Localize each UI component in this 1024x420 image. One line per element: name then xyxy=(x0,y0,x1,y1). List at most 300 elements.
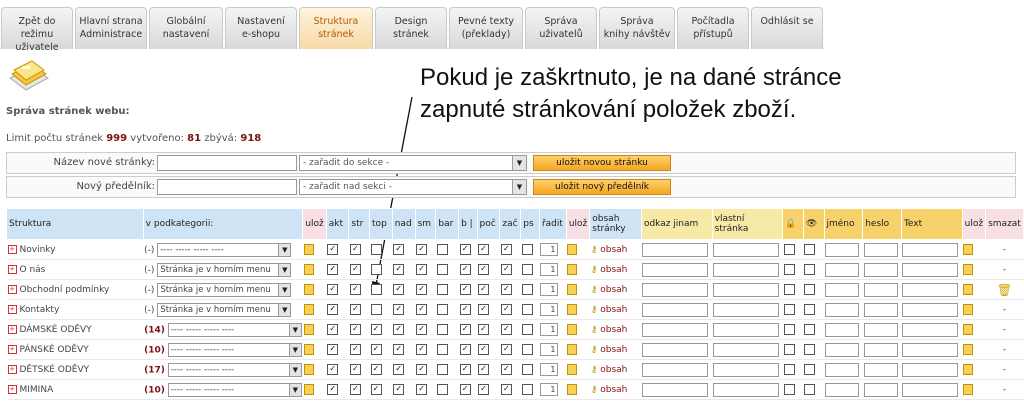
row-save-cell xyxy=(303,260,326,280)
tab-fixed-texts[interactable] xyxy=(449,7,523,49)
checkbox-top[interactable]: ✓ xyxy=(371,324,382,335)
checkbox-top[interactable]: ✓ xyxy=(371,364,382,375)
checkbox-poc[interactable]: ✓ xyxy=(478,324,489,335)
checkbox-lock[interactable] xyxy=(784,384,795,395)
checkbox-zac[interactable]: ✓ xyxy=(501,284,512,295)
checkbox-ps[interactable] xyxy=(522,264,533,275)
row-check-cell xyxy=(349,260,370,280)
subcategory-value: ---- ----- ----- ---- xyxy=(170,344,235,355)
checkbox-poc[interactable]: ✓ xyxy=(478,384,489,395)
table-row xyxy=(7,280,1024,300)
checkbox-poc[interactable]: ✓ xyxy=(478,244,489,255)
checkbox-visibility[interactable] xyxy=(804,264,815,275)
col-lock xyxy=(783,209,804,240)
save-icon[interactable] xyxy=(963,364,973,375)
tab-page-design[interactable] xyxy=(375,7,447,49)
checkbox-ps[interactable] xyxy=(522,324,533,335)
row-check-cell xyxy=(326,320,349,340)
expand-icon[interactable]: + xyxy=(9,304,15,313)
checkbox-top[interactable] xyxy=(371,244,382,255)
subpage-count: (-) xyxy=(144,265,155,275)
name-input[interactable] xyxy=(825,283,859,297)
page-name-link[interactable]: PÁNSKÉ ODĚVY xyxy=(19,344,89,355)
save-new-separator-button[interactable]: uložit nový předělník xyxy=(533,179,671,195)
save-icon[interactable] xyxy=(304,304,314,315)
own-page-input[interactable] xyxy=(713,343,779,357)
new-page-name-input[interactable] xyxy=(157,155,297,171)
order-input[interactable]: 1 xyxy=(540,323,558,336)
text-input[interactable] xyxy=(902,243,958,257)
expand-icon[interactable]: + xyxy=(9,344,15,353)
checkbox-sm[interactable]: ✓ xyxy=(416,344,427,355)
own-page-input[interactable] xyxy=(713,303,779,317)
expand-icon[interactable]: + xyxy=(9,244,15,253)
tab-back-to-user[interactable] xyxy=(1,7,73,53)
checkbox-str[interactable]: ✓ xyxy=(350,304,361,315)
row-text-cell xyxy=(901,340,962,360)
password-input[interactable] xyxy=(864,243,898,257)
checkbox-visibility[interactable] xyxy=(804,284,815,295)
text-input[interactable] xyxy=(902,303,958,317)
checkbox-sm[interactable]: ✓ xyxy=(416,384,427,395)
order-input[interactable]: 1 xyxy=(540,383,558,396)
tab-label: stránek xyxy=(318,29,354,40)
row-check-cell xyxy=(392,280,415,300)
checkbox-str[interactable]: ✓ xyxy=(350,284,361,295)
content-link[interactable]: obsah xyxy=(600,304,628,315)
checkbox-str[interactable]: ✓ xyxy=(350,364,361,375)
checkbox-nad[interactable]: ✓ xyxy=(393,264,404,275)
row-check-cell xyxy=(521,300,540,320)
subcategory-value: ---- ----- ----- ---- xyxy=(160,244,224,255)
save-icon[interactable] xyxy=(304,344,314,355)
text-input[interactable] xyxy=(902,363,958,377)
row-subcategory xyxy=(143,320,303,340)
checkbox-sm[interactable]: ✓ xyxy=(416,284,427,295)
checkbox-bar[interactable] xyxy=(437,364,448,375)
save-icon[interactable] xyxy=(304,244,314,255)
tab-admin-home[interactable] xyxy=(75,7,147,49)
trash-icon[interactable]: 🗑 xyxy=(996,282,1013,297)
checkbox-akt[interactable]: ✓ xyxy=(327,364,338,375)
checkbox-sm[interactable]: ✓ xyxy=(416,304,427,315)
order-input[interactable]: 1 xyxy=(540,263,558,276)
subcategory-select[interactable] xyxy=(168,363,302,377)
row-check-cell xyxy=(370,300,393,320)
link-input[interactable] xyxy=(642,263,708,277)
row-order-cell xyxy=(539,340,566,360)
save-icon[interactable] xyxy=(304,324,314,335)
row-text-cell xyxy=(901,260,962,280)
row-check-cell xyxy=(415,320,436,340)
table-row xyxy=(7,340,1024,360)
password-input[interactable] xyxy=(864,303,898,317)
own-page-input[interactable] xyxy=(713,363,779,377)
checkbox-str[interactable]: ✓ xyxy=(350,384,361,395)
subcategory-select[interactable] xyxy=(157,263,291,277)
checkbox-b[interactable]: ✓ xyxy=(460,344,471,355)
row-check-cell xyxy=(436,360,459,380)
row-check-cell xyxy=(459,240,477,260)
subcategory-value: ---- ----- ----- ---- xyxy=(170,384,235,395)
row-check-cell xyxy=(436,280,459,300)
checkbox-akt[interactable]: ✓ xyxy=(327,384,338,395)
pages-icon xyxy=(6,58,50,96)
new-page-label: Název nové stránky: xyxy=(53,157,155,168)
row-check-cell xyxy=(370,340,393,360)
row-name-cell xyxy=(824,300,863,320)
checkbox-zac[interactable]: ✓ xyxy=(501,364,512,375)
checkbox-zac[interactable]: ✓ xyxy=(501,344,512,355)
checkbox-b[interactable]: ✓ xyxy=(460,304,471,315)
expand-icon[interactable]: + xyxy=(9,264,15,273)
subcategory-select[interactable] xyxy=(157,303,291,317)
page-name-link[interactable]: Novinky xyxy=(19,244,56,255)
checkbox-bar[interactable] xyxy=(437,284,448,295)
checkbox-akt[interactable]: ✓ xyxy=(327,344,338,355)
own-page-input[interactable] xyxy=(713,243,779,257)
link-input[interactable] xyxy=(642,343,708,357)
row-check-cell xyxy=(349,380,370,400)
col-content-line: stránky xyxy=(592,224,626,234)
name-input[interactable] xyxy=(825,363,859,377)
col-text: Text xyxy=(901,209,962,240)
checkbox-str[interactable]: ✓ xyxy=(350,264,361,275)
row-check-cell xyxy=(477,240,500,260)
checkbox-top[interactable] xyxy=(371,284,382,295)
link-input[interactable] xyxy=(642,303,708,317)
text-input[interactable] xyxy=(902,323,958,337)
checkbox-top[interactable] xyxy=(371,264,382,275)
order-input[interactable]: 1 xyxy=(540,283,558,296)
link-input[interactable] xyxy=(642,283,708,297)
tab-user-management[interactable] xyxy=(525,7,597,49)
tab-counters[interactable] xyxy=(677,7,749,49)
own-page-input[interactable] xyxy=(713,283,779,297)
row-own-page-cell xyxy=(712,340,783,360)
order-input[interactable]: 1 xyxy=(540,303,558,316)
password-input[interactable] xyxy=(864,323,898,337)
checkbox-top[interactable]: ✓ xyxy=(371,344,382,355)
checkbox-zac[interactable]: ✓ xyxy=(501,244,512,255)
checkbox-visibility[interactable] xyxy=(804,344,815,355)
checkbox-akt[interactable]: ✓ xyxy=(327,304,338,315)
checkbox-visibility[interactable] xyxy=(804,384,815,395)
page-name-link[interactable]: DĚTSKÉ ODĚVY xyxy=(19,364,90,375)
subcategory-select[interactable] xyxy=(157,283,291,297)
own-page-input[interactable] xyxy=(713,263,779,277)
page-name-link[interactable]: Kontakty xyxy=(19,304,60,315)
checkbox-b[interactable]: ✓ xyxy=(460,264,471,275)
checkbox-akt[interactable]: ✓ xyxy=(327,284,338,295)
checkbox-lock[interactable] xyxy=(784,344,795,355)
row-check-cell xyxy=(459,360,477,380)
tab-label: Počítadla xyxy=(691,16,735,27)
text-input[interactable] xyxy=(902,263,958,277)
checkbox-akt[interactable]: ✓ xyxy=(327,244,338,255)
lock-icon: 🔒 xyxy=(785,219,797,229)
col-zac: zač xyxy=(500,209,521,240)
checkbox-b[interactable]: ✓ xyxy=(460,284,471,295)
row-check-cell xyxy=(436,340,459,360)
row-check-cell xyxy=(415,380,436,400)
row-delete-cell xyxy=(986,260,1024,280)
row-check-cell xyxy=(392,380,415,400)
checkbox-lock[interactable] xyxy=(784,304,795,315)
checkbox-nad[interactable]: ✓ xyxy=(393,364,404,375)
row-check-cell xyxy=(436,260,459,280)
checkbox-sm[interactable]: ✓ xyxy=(416,324,427,335)
save-icon[interactable] xyxy=(567,384,577,395)
annotation-line: zapnuté stránkování položek zboží. xyxy=(420,96,797,123)
expand-icon[interactable]: + xyxy=(9,384,15,393)
row-content-cell xyxy=(590,320,642,340)
row-check-cell xyxy=(459,300,477,320)
row-content-cell xyxy=(590,360,642,380)
checkbox-str[interactable]: ✓ xyxy=(350,324,361,335)
above-section-value: - zařadit nad sekci - xyxy=(303,182,392,192)
content-link[interactable]: obsah xyxy=(600,284,628,295)
order-input[interactable]: 1 xyxy=(540,343,558,356)
checkbox-nad[interactable]: ✓ xyxy=(393,244,404,255)
password-input[interactable] xyxy=(864,363,898,377)
save-icon[interactable] xyxy=(963,324,973,335)
checkbox-str[interactable]: ✓ xyxy=(350,344,361,355)
checkbox-bar[interactable] xyxy=(437,384,448,395)
content-link[interactable]: obsah xyxy=(600,344,628,355)
subcategory-select[interactable] xyxy=(168,343,302,357)
checkbox-top[interactable]: ✓ xyxy=(371,384,382,395)
checkbox-sm[interactable]: ✓ xyxy=(416,244,427,255)
checkbox-ps[interactable] xyxy=(522,384,533,395)
save-icon[interactable] xyxy=(963,304,973,315)
password-input[interactable] xyxy=(864,263,898,277)
save-icon[interactable] xyxy=(304,284,314,295)
row-text-cell xyxy=(901,320,962,340)
checkbox-visibility[interactable] xyxy=(804,324,815,335)
checkbox-poc[interactable]: ✓ xyxy=(478,304,489,315)
tab-logout[interactable] xyxy=(751,7,823,49)
checkbox-bar[interactable] xyxy=(437,324,448,335)
subcategory-select[interactable] xyxy=(168,383,302,397)
save-icon[interactable] xyxy=(963,384,973,395)
row-save-cell xyxy=(303,240,326,260)
password-input[interactable] xyxy=(864,283,898,297)
checkbox-poc[interactable]: ✓ xyxy=(478,364,489,375)
row-link-cell xyxy=(641,260,712,280)
checkbox-bar[interactable] xyxy=(437,264,448,275)
checkbox-zac[interactable]: ✓ xyxy=(501,384,512,395)
row-subcategory xyxy=(143,280,303,300)
row-check-cell xyxy=(500,360,521,380)
checkbox-b[interactable]: ✓ xyxy=(460,384,471,395)
subpage-count: (-) xyxy=(144,285,155,295)
checkbox-ps[interactable] xyxy=(522,344,533,355)
content-link[interactable]: obsah xyxy=(600,364,628,375)
text-input[interactable] xyxy=(902,283,958,297)
section-select[interactable] xyxy=(299,155,527,171)
content-link[interactable]: obsah xyxy=(600,244,628,255)
tab-page-structure[interactable] xyxy=(299,7,373,49)
save-icon[interactable] xyxy=(567,364,577,375)
save-icon[interactable] xyxy=(304,384,314,395)
checkbox-poc[interactable]: ✓ xyxy=(478,344,489,355)
checkbox-top[interactable] xyxy=(371,304,382,315)
row-check-cell xyxy=(436,320,459,340)
page-name-link[interactable]: DÁMSKÉ ODĚVY xyxy=(19,324,92,335)
limit-prefix: Limit počtu stránek xyxy=(6,133,104,144)
text-input[interactable] xyxy=(902,383,958,397)
checkbox-akt[interactable]: ✓ xyxy=(327,264,338,275)
save-icon[interactable] xyxy=(567,304,577,315)
order-input[interactable]: 1 xyxy=(540,363,558,376)
row-password-cell xyxy=(863,360,902,380)
link-input[interactable] xyxy=(642,363,708,377)
expand-icon[interactable]: + xyxy=(9,324,15,333)
link-input[interactable] xyxy=(642,383,708,397)
row-delete-cell xyxy=(986,360,1024,380)
order-input[interactable]: 1 xyxy=(540,243,558,256)
above-section-select[interactable] xyxy=(299,179,527,195)
checkbox-nad[interactable]: ✓ xyxy=(393,284,404,295)
row-check-cell xyxy=(326,340,349,360)
checkbox-visibility[interactable] xyxy=(804,244,815,255)
expand-icon[interactable]: + xyxy=(9,364,15,373)
link-input[interactable] xyxy=(642,243,708,257)
checkbox-zac[interactable]: ✓ xyxy=(501,324,512,335)
created-label: vytvořeno: xyxy=(130,133,184,144)
save-icon[interactable] xyxy=(963,344,973,355)
expand-icon[interactable]: + xyxy=(9,284,15,293)
save-icon[interactable] xyxy=(304,264,314,275)
checkbox-b[interactable]: ✓ xyxy=(460,364,471,375)
save-icon[interactable] xyxy=(963,284,973,295)
save-icon[interactable] xyxy=(963,244,973,255)
col-save-3: ulož xyxy=(962,209,985,240)
checkbox-poc[interactable]: ✓ xyxy=(478,264,489,275)
checkbox-lock[interactable] xyxy=(784,244,795,255)
own-page-input[interactable] xyxy=(713,323,779,337)
name-input[interactable] xyxy=(825,343,859,357)
table-row xyxy=(7,380,1024,400)
row-save-cell xyxy=(962,280,985,300)
content-link[interactable]: obsah xyxy=(600,264,628,275)
tab-guestbook[interactable] xyxy=(599,7,675,49)
save-icon[interactable] xyxy=(567,344,577,355)
page-name-link[interactable]: MIMINA xyxy=(19,384,54,395)
checkbox-bar[interactable] xyxy=(437,244,448,255)
checkbox-ps[interactable] xyxy=(522,284,533,295)
row-save-cell xyxy=(962,300,985,320)
checkbox-nad[interactable]: ✓ xyxy=(393,384,404,395)
row-save-cell xyxy=(962,360,985,380)
checkbox-poc[interactable]: ✓ xyxy=(478,284,489,295)
row-name-cell xyxy=(824,360,863,380)
save-icon[interactable] xyxy=(963,264,973,275)
name-input[interactable] xyxy=(825,263,859,277)
save-icon[interactable] xyxy=(304,364,314,375)
tab-eshop-settings[interactable] xyxy=(225,7,297,49)
col-str: str xyxy=(349,209,370,240)
password-input[interactable] xyxy=(864,383,898,397)
row-check-cell xyxy=(477,320,500,340)
checkbox-akt[interactable]: ✓ xyxy=(327,324,338,335)
password-input[interactable] xyxy=(864,343,898,357)
checkbox-lock[interactable] xyxy=(784,364,795,375)
checkbox-zac[interactable]: ✓ xyxy=(501,304,512,315)
own-page-input[interactable] xyxy=(713,383,779,397)
checkbox-zac[interactable]: ✓ xyxy=(501,264,512,275)
checkbox-nad[interactable]: ✓ xyxy=(393,324,404,335)
checkbox-bar[interactable] xyxy=(437,304,448,315)
checkbox-b[interactable]: ✓ xyxy=(460,244,471,255)
checkbox-ps[interactable] xyxy=(522,244,533,255)
row-check-cell xyxy=(415,360,436,380)
name-input[interactable] xyxy=(825,303,859,317)
checkbox-ps[interactable] xyxy=(522,304,533,315)
save-icon[interactable] xyxy=(567,264,577,275)
checkbox-ps[interactable] xyxy=(522,364,533,375)
row-check-cell xyxy=(326,360,349,380)
checkbox-b[interactable]: ✓ xyxy=(460,324,471,335)
row-check-cell xyxy=(459,320,477,340)
content-link[interactable]: obsah xyxy=(600,324,628,335)
checkbox-visibility[interactable] xyxy=(804,304,815,315)
tab-label: Správa xyxy=(544,16,578,27)
checkbox-lock[interactable] xyxy=(784,284,795,295)
new-separator-input[interactable] xyxy=(157,179,297,195)
name-input[interactable] xyxy=(825,323,859,337)
subpage-count: (10) xyxy=(144,345,165,355)
chevron-down-icon: ▼ xyxy=(289,344,301,356)
page-name-link[interactable]: Obchodní podmínky xyxy=(19,284,110,295)
checkbox-sm[interactable]: ✓ xyxy=(416,264,427,275)
delete-placeholder: - xyxy=(1002,264,1007,275)
save-icon[interactable] xyxy=(567,284,577,295)
content-link[interactable]: obsah xyxy=(600,384,628,395)
key-icon: ⚷ xyxy=(590,264,598,275)
save-icon[interactable] xyxy=(567,244,577,255)
checkbox-bar[interactable] xyxy=(437,344,448,355)
save-icon[interactable] xyxy=(567,324,577,335)
save-new-page-button[interactable]: uložit novou stránku xyxy=(533,155,671,171)
checkbox-sm[interactable]: ✓ xyxy=(416,364,427,375)
subcategory-select[interactable] xyxy=(168,323,302,337)
row-delete-cell xyxy=(986,300,1024,320)
subcategory-value: Stránka je v horním menu xyxy=(160,284,271,295)
subcategory-select[interactable] xyxy=(157,243,291,257)
name-input[interactable] xyxy=(825,243,859,257)
tab-label: Globální xyxy=(166,16,206,27)
name-input[interactable] xyxy=(825,383,859,397)
row-check-cell xyxy=(500,340,521,360)
link-input[interactable] xyxy=(642,323,708,337)
checkbox-lock[interactable] xyxy=(784,264,795,275)
row-check-cell xyxy=(392,360,415,380)
col-visibility xyxy=(803,209,824,240)
checkbox-nad[interactable]: ✓ xyxy=(393,304,404,315)
tab-label: Nastavení xyxy=(237,16,285,27)
checkbox-str[interactable]: ✓ xyxy=(350,244,361,255)
text-input[interactable] xyxy=(902,343,958,357)
checkbox-nad[interactable]: ✓ xyxy=(393,344,404,355)
row-save-cell xyxy=(303,340,326,360)
page-name-link[interactable]: O nás xyxy=(19,264,46,275)
tab-global-settings[interactable] xyxy=(149,7,223,49)
checkbox-visibility[interactable] xyxy=(804,364,815,375)
checkbox-lock[interactable] xyxy=(784,324,795,335)
delete-placeholder: - xyxy=(1002,304,1007,315)
